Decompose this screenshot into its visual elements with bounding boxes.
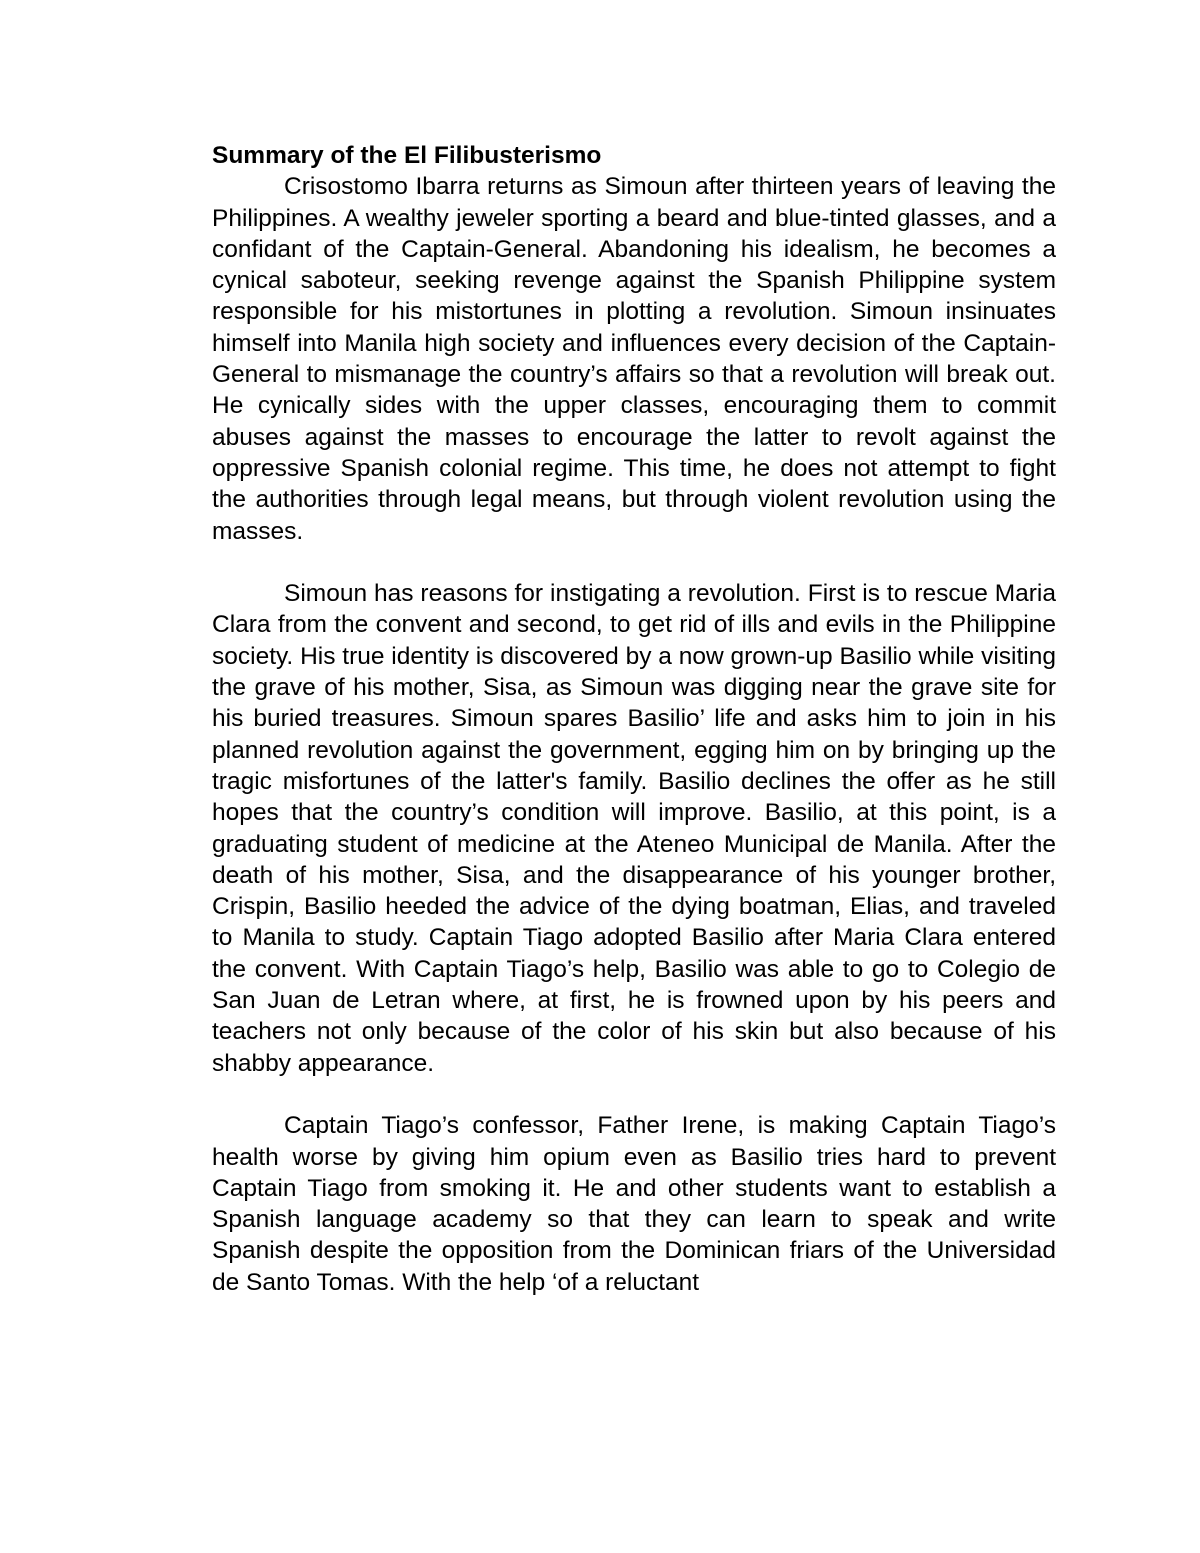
paragraph-gap (212, 547, 1056, 578)
paragraph-3: Captain Tiago’s confessor, Father Irene, is making Captain Tiago’s health worse by giving him opium even as Basilio tries hard to prevent Captain Tiago from smoking it. He and other students want to establish a Spanish language academy so that they can learn to speak and write Spanish despite the opposition from the Dominican friars of the Universidad de Santo Tomas. With the help ‘of a reluctant (212, 1112, 1056, 1296)
paragraph-2: Simoun has reasons for instigating a revolution. First is to rescue Maria Clara from the convent and second, to get rid of ills and evils in the Philippine society. His true identity is discovered by a now grown-up Basilio while visiting the grave of his mother, Sisa, as Simoun was digging near the grave site for his buried treasures. Simoun spares Basilio’ life and asks him to join in his planned revolution against the government, egging him on by bringing up the tragic misfortunes of the latter's family. Basilio declines the offer as he still hopes that the country’s condition will improve. Basilio, at this point, is a graduating student of medicine at the Ateneo Municipal de Manila. After the death of his mother, Sisa, and the disappearance of his younger brother, Crispin, Basilio heeded the advice of the dying boatman, Elias, and traveled to Manila to study. Captain Tiago adopted Basilio after Maria Clara entered the convent. With Captain Tiago’s help, Basilio was able to go to Colegio de San Juan de Letran where, at first, he is frowned upon by his peers and teachers not only because of the color of his skin but also because of his shabby appearance. (212, 580, 1056, 1077)
document-body (212, 140, 1056, 1298)
paragraph-1: Crisostomo Ibarra returns as Simoun after thirteen years of leaving the Philippines. A wealthy jeweler sporting a beard and blue-tinted glasses, and a confidant of the Captain-General. Abandoning his idealism, he becomes a cynical saboteur, seeking revenge against the Spanish Philippine system responsible for his mistortunes in plotting a revolution. Simoun insinuates himself into Manila high society and influences every decision of the Captain-General to mismanage the country’s affairs so that a revolution will break out. He cynically sides with the upper classes, encouraging them to commit abuses against the masses to encourage the latter to revolt against the oppressive Spanish colonial regime. This time, he does not attempt to fight the authorities through legal means, but through violent revolution using the masses. (212, 173, 1056, 545)
document-title: Summary of the El Filibusterismo (212, 142, 602, 169)
paragraph-gap (212, 1079, 1056, 1110)
